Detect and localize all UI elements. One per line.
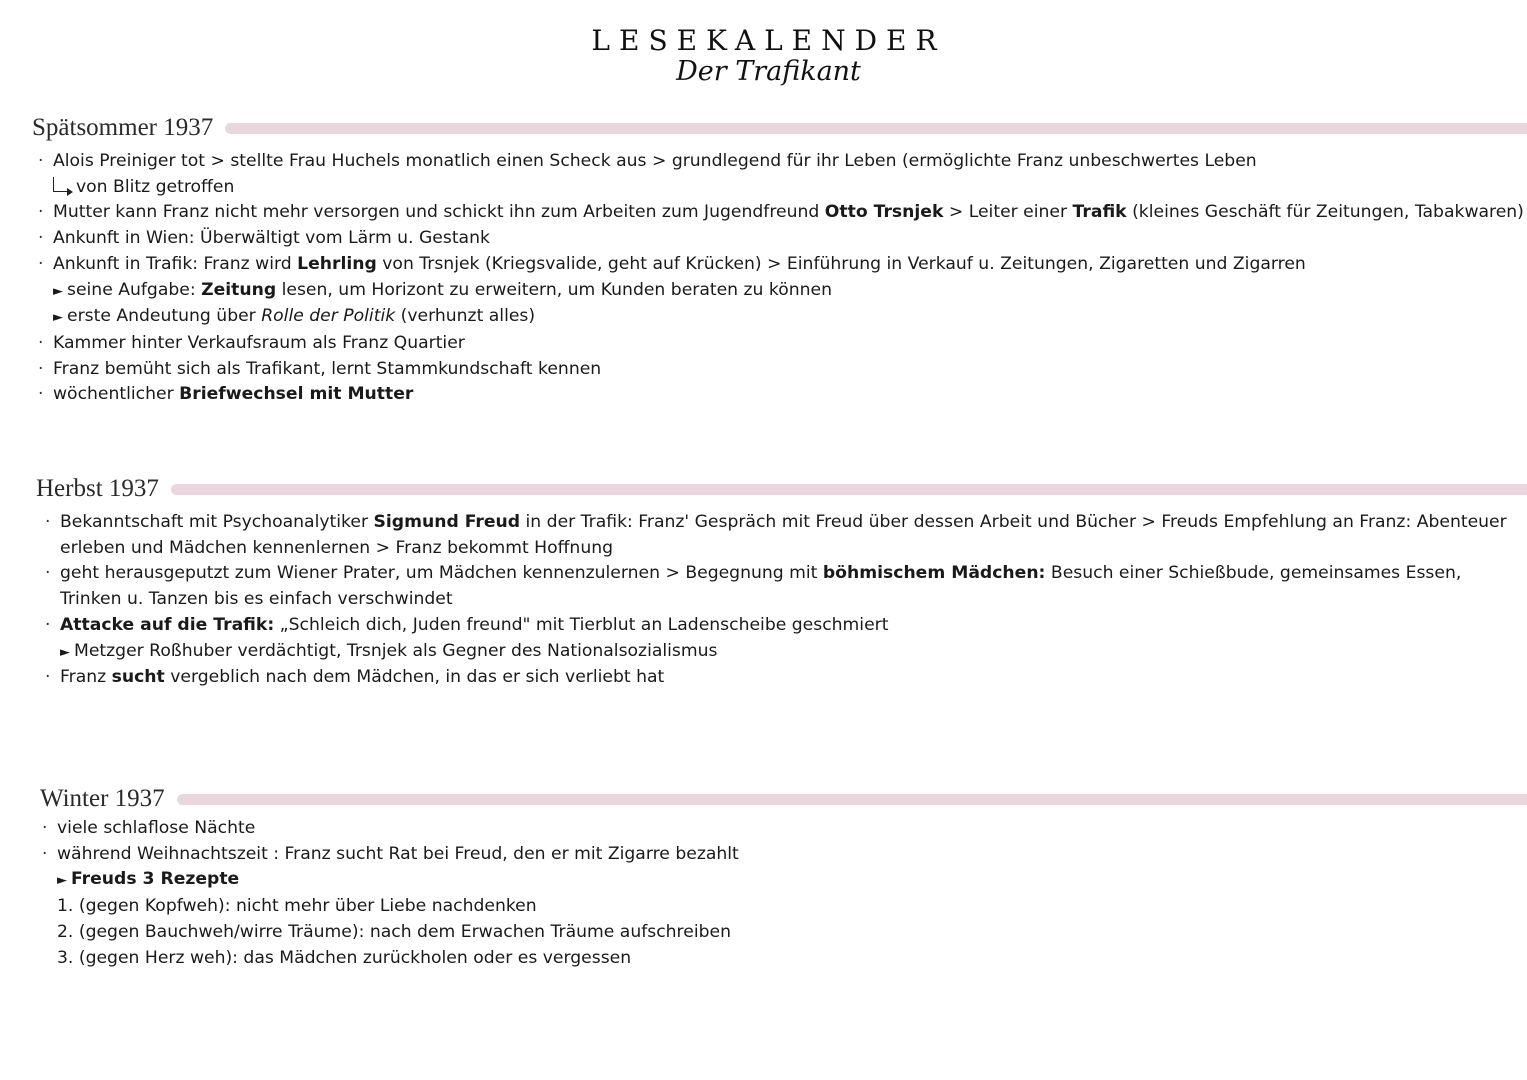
numbered-item: 2. (gegen Bauchweh/wirre Träume): nach dem Erwachen Träume aufschreiben — [57, 921, 731, 942]
list-subitem: ► seine Aufgabe: Zeitung lesen, um Horizont zu erweitern, um Kunden beraten zu können — [53, 279, 833, 300]
section-header — [0, 111, 1527, 145]
triangle-arrow-icon: ► — [60, 644, 70, 660]
list-item: · Franz bemüht sich als Trafikant, lernt Stammkundschaft kennen — [53, 357, 1527, 383]
section-spaetsommer — [0, 111, 1527, 408]
page-subtitle: Der Trafikant — [676, 56, 861, 87]
list-subitem: ► erste Andeutung über Rolle der Politik (verhunzt alles) — [53, 306, 536, 327]
list-item: · während Weihnachtszeit : Franz sucht Rat bei Freud, den er mit Zigarre bezahlt — [57, 842, 1527, 868]
list-item: · geht herausgeputzt zum Wiener Prater, um Mädchen kennenzulernen > Begegnung mit böhmischem Mädchen: Besuch einer Schießbude, gemeinsames Essen, Trinken u. Tanzen bis es einfach verschwindet — [60, 561, 1509, 612]
section-divider — [171, 484, 1527, 495]
list-item: · wöchentlicher Briefwechsel mit Mutter — [53, 382, 1527, 408]
section-herbst — [0, 472, 1527, 691]
section-list — [0, 816, 1527, 971]
hook-arrow-icon — [53, 177, 70, 192]
list-item: · Alois Preiniger tot > stellte Frau Huchels monatlich einen Scheck aus > grundlegend für ihr Leben (ermöglichte Franz unbeschwertes Leben — [53, 149, 1527, 175]
list-item: · Bekanntschaft mit Psychoanalytiker Sigmund Freud in der Trafik: Franz' Gespräch mit Freud über dessen Arbeit und Bücher > Freuds Empfehlung an Franz: Abenteuer erleben und Mädchen kennenlernen > Franz bekommt Hoffnung — [60, 510, 1509, 561]
list-item: · Kammer hinter Verkaufsraum als Franz Quartier — [53, 331, 1527, 357]
list-item: · Mutter kann Franz nicht mehr versorgen und schickt ihn zum Arbeiten zum Jugendfreund Otto Trsnjek > Leiter einer Trafik (kleines Geschäft für Zeitungen, Tabakwaren) — [53, 200, 1527, 226]
section-title: Winter 1937 — [40, 785, 165, 812]
section-title: Spätsommer 1937 — [32, 114, 214, 141]
list-item: · viele schlaflose Nächte — [57, 816, 1527, 842]
page-header — [0, 22, 1527, 88]
section-title: Herbst 1937 — [36, 475, 159, 502]
section-list — [0, 510, 1527, 691]
numbered-item: 1. (gegen Kopfweh): nicht mehr über Liebe nachdenken — [57, 896, 537, 917]
triangle-arrow-icon: ► — [57, 873, 67, 889]
section-divider — [225, 123, 1527, 134]
list-subitem: ► Freuds 3 Rezepte — [57, 869, 240, 890]
section-list — [0, 149, 1527, 408]
triangle-arrow-icon: ► — [53, 310, 63, 326]
list-item: · Attacke auf die Trafik: „Schleich dich, Juden freund" mit Tierblut an Ladenscheibe geschmiert — [60, 613, 1509, 639]
page-title: LESEKALENDER — [591, 24, 946, 57]
list-item-sub: von Blitz getroffen — [53, 175, 1527, 201]
section-winter — [0, 782, 1527, 971]
numbered-item: 3. (gegen Herz weh): das Mädchen zurückholen oder es vergessen — [57, 947, 632, 968]
section-divider — [177, 794, 1527, 805]
triangle-arrow-icon: ► — [53, 283, 63, 299]
section-header — [0, 782, 1527, 816]
section-header — [0, 472, 1527, 506]
list-item: · Franz sucht vergeblich nach dem Mädchen, in das er sich verliebt hat — [60, 665, 1509, 691]
list-subitem: ► Metzger Roßhuber verdächtigt, Trsnjek als Gegner des Nationalsozialismus — [60, 640, 718, 661]
list-item: · Ankunft in Trafik: Franz wird Lehrling von Trsnjek (Kriegsvalide, geht auf Krücken) > Einführung in Verkauf u. Zeitungen, Zigaretten und Zigarren — [53, 252, 1527, 278]
list-item: · Ankunft in Wien: Überwältigt vom Lärm u. Gestank — [53, 226, 1527, 252]
